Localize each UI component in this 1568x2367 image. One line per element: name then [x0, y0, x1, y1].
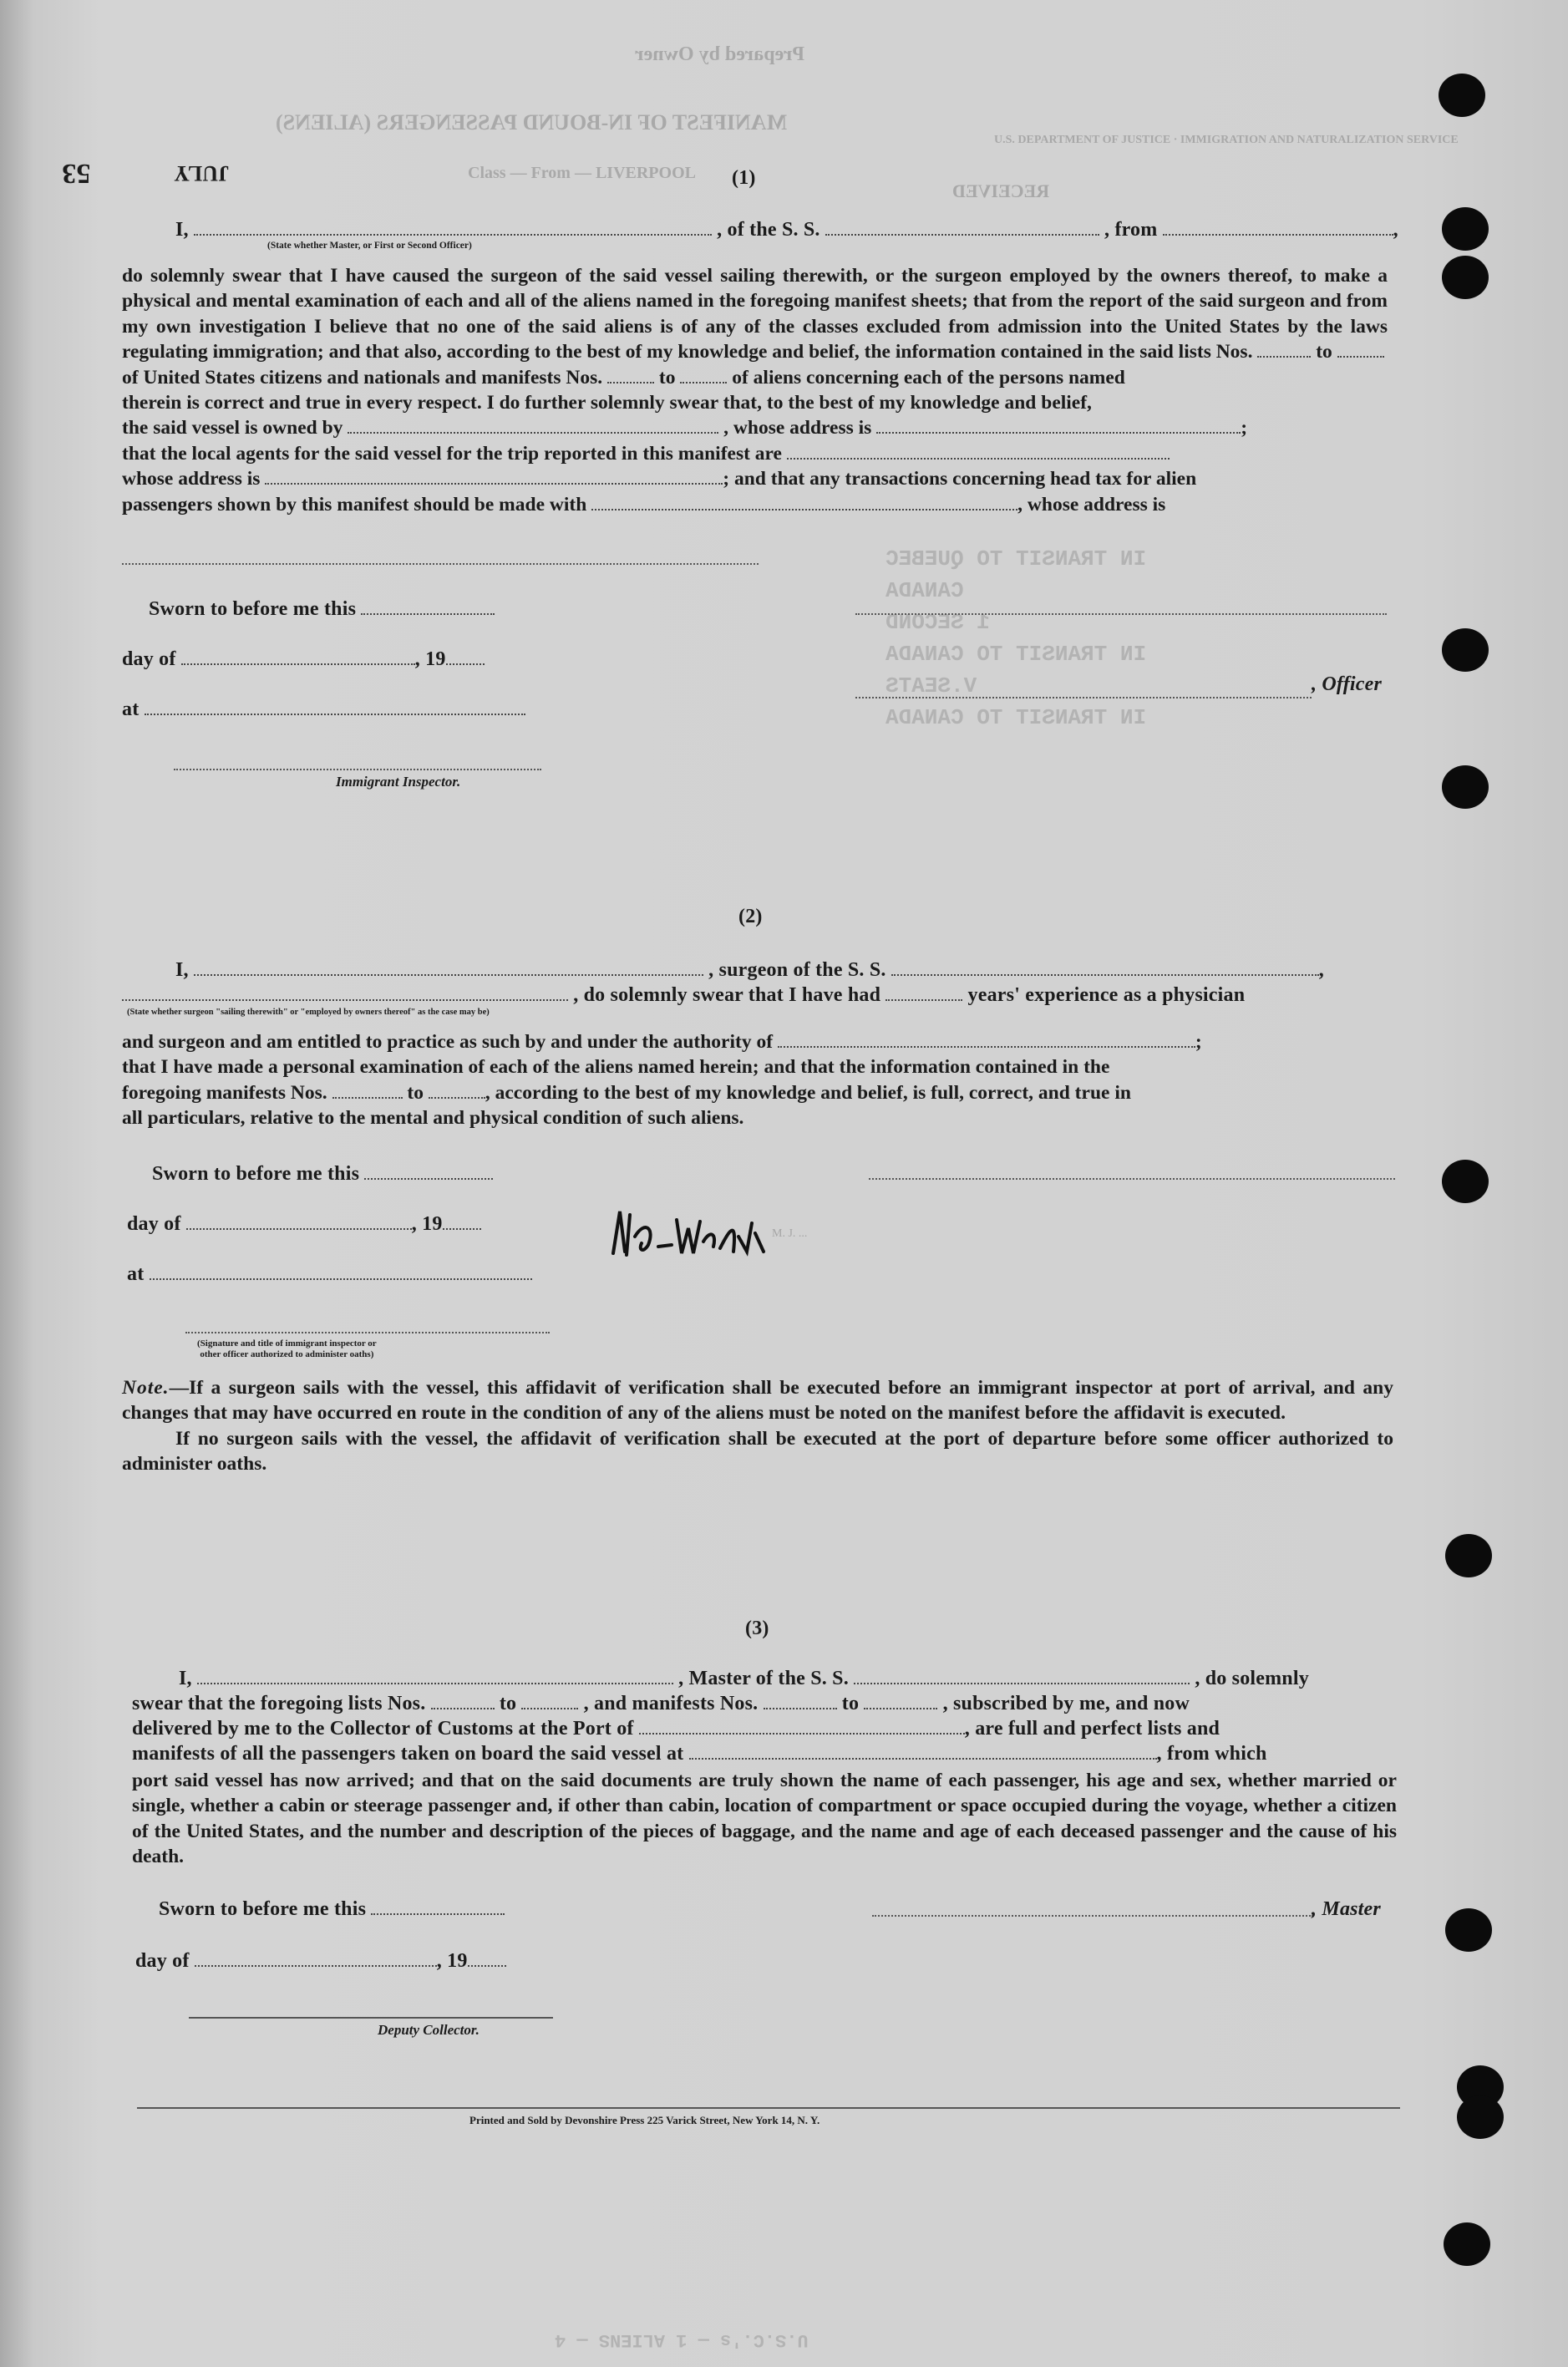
s3-deputy-line — [189, 2017, 553, 2019]
s1-manifest-to-blank[interactable] — [680, 367, 727, 383]
punch-hole — [1445, 1908, 1492, 1952]
s1-officer-sig-line — [855, 613, 1387, 615]
s1-at: at — [122, 698, 525, 721]
s1-day-blank[interactable] — [181, 648, 415, 665]
s2-line2: , do solemnly swear that I have had years' experience as a physician — [122, 984, 1245, 1007]
s1-line1: I, , of the S. S. , from , — [175, 219, 1398, 241]
s3-line4: manifests of all the passengers taken on board the said vessel at , from which — [132, 1743, 1267, 1765]
s3-paragraph: port said vessel has now arrived; and that on the said documents are truly shown the name of each passenger, his age and sex, whether married or single, whether a cabin or steerage passenger and, if other than cabin, location of compartment or space occupied during the voyage, whether a citizen of the United States, and the number and description of the pieces of baggage, and the name and age of each deceased passenger and the cause of his death. — [132, 1770, 1397, 1868]
s1-sworn: Sworn to before me this — [149, 598, 495, 621]
s3-boarded-at-blank[interactable] — [689, 1743, 1157, 1760]
s3-name-blank[interactable] — [197, 1668, 673, 1684]
punch-hole — [1457, 2095, 1504, 2139]
note-label: Note. — [122, 1377, 170, 1399]
s1-inspector-label: Immigrant Inspector. — [336, 774, 461, 790]
s1-day-of: day of , 19 — [122, 648, 485, 671]
punch-hole — [1442, 207, 1489, 251]
s1-lists-to-blank[interactable] — [1337, 341, 1384, 358]
s3-day-of: day of , 19 — [135, 1950, 506, 1973]
s1-inspector-line — [174, 769, 541, 770]
s1-headtax-blank[interactable] — [591, 494, 1017, 510]
s1-year-blank[interactable] — [446, 648, 485, 665]
s2-manifest-from-blank[interactable] — [332, 1082, 403, 1099]
s1-paragraph: do solemnly swear that I have caused the surgeon of the said vessel sailing therewith, or the surgeon employed by the owners thereof, to make a physical and mental examination of each and all of the aliens named in the foregoing manifest sheets; that from the report of the said surgeon and from my own investigation I believe that no one of the said aliens is of any of the classes excluded from admission into the United States by the laws regulating immigration; and that also, according to the best of my knowledge and belief, the information contained in the said lists Nos. to of United States citizens and nationals and manifests Nos. to of aliens concerning each of the persons named therein is correct and true in every respect. I do further solemnly swear that, to the best of my knowledge and belief, the said vessel is owned by , whose address is ; that the local agents for the said vessel for the trip reported in this manifest are whose address is ; and that any transactions concerning head tax for alien passengers shown by this manifest should be made with , whose address is — [122, 265, 1388, 516]
s3-day-blank[interactable] — [195, 1950, 437, 1967]
s2-at-blank[interactable] — [150, 1263, 532, 1280]
month-stamp: JULY — [174, 161, 230, 185]
faint-stamp-block: IN TRANSIT TO QUEBEC CANADA 1 SECOND IN TRANSIT TO CANADA V.SEATS IN TRANSIT TO CANADA — [885, 546, 1147, 730]
s3-lists-from-blank[interactable] — [431, 1693, 495, 1709]
s3-vessel-blank[interactable] — [854, 1668, 1190, 1684]
s3-line1: I, , Master of the S. S. , do solemnly — [179, 1668, 1309, 1689]
s2-years-blank[interactable] — [885, 984, 962, 1001]
punch-hole — [1439, 74, 1485, 117]
faint-right-header: U.S. DEPARTMENT OF JUSTICE · IMMIGRATION AND NATURALIZATION SERVICE — [994, 134, 1459, 146]
faint-title: Prepared by Owner — [635, 43, 805, 65]
s2-vessel-blank[interactable] — [891, 959, 1319, 976]
s3-line2: swear that the foregoing lists Nos. to , and manifests Nos. to , subscribed by me, and now — [132, 1693, 1190, 1714]
punch-hole — [1444, 2222, 1490, 2266]
s1-agents-blank[interactable] — [787, 443, 1170, 460]
s1-officer-label: , Officer — [1312, 673, 1382, 695]
stamp-right: RECEIVED — [952, 180, 1050, 201]
s2-name-blank[interactable] — [194, 959, 703, 976]
printer-line: Printed and Sold by Devonshire Press 225 Varick Street, New York 14, N. Y. — [469, 2114, 820, 2126]
s3-master-line — [872, 1915, 1313, 1917]
s2-note: Note.—If a surgeon sails with the vessel, this affidavit of verification shall be executed before an immigrant inspector at port of arrival, and any changes that may have occurred en route in the condition of any of the aliens must be noted on the manifest before the affidavit is executed. If no surgeon sails with the vessel, the affidavit of verification shall be executed at the port of departure before some officer authorized to administer oaths. — [122, 1377, 1393, 1476]
section-3-number: (3) — [745, 1618, 769, 1639]
s2-sig-note: (Signature and title of immigrant inspector or other officer authorized to administer oaths) — [197, 1338, 377, 1359]
s1-vessel-blank[interactable] — [825, 219, 1099, 236]
s3-sworn: Sworn to before me this — [159, 1898, 505, 1921]
s2-line2-note: (State whether surgeon "sailing therewith" or "employed by owners thereof" as the case may be) — [127, 1008, 490, 1017]
s2-day-of: day of , 19 — [127, 1213, 481, 1236]
s3-manifest-from-blank[interactable] — [764, 1693, 837, 1709]
punch-hole — [1442, 256, 1489, 299]
s1-name-blank[interactable] — [194, 219, 712, 236]
punch-hole — [1442, 765, 1489, 809]
s1-extra-line — [122, 563, 759, 565]
s2-year-blank[interactable] — [443, 1213, 481, 1230]
s2-line1: I, , surgeon of the S. S. , — [175, 959, 1324, 981]
handwritten-signature — [605, 1203, 889, 1270]
s2-at: at — [127, 1263, 532, 1286]
s2-paragraph: and surgeon and am entitled to practice as such by and under the authority of ; that I have made a personal examination of each of the aliens named herein; and that the information contained in the foregoing manifests Nos. to , according to the best of my knowledge and belief, is full, correct, and true in all particulars, relative to the mental and physical condition of such aliens. — [122, 1031, 1202, 1130]
s1-line1-note: (State whether Master, or First or Second Officer) — [267, 241, 472, 251]
faint-manifest-title: MANIFEST OF IN-BOUND PASSENGERS (ALIENS) — [276, 110, 788, 135]
s2-sig-line — [869, 1178, 1395, 1180]
section-2-number: (2) — [738, 906, 763, 927]
faint-bottom-stamp: U.S.C.'s — 1 ALIENS — 4 — [555, 2329, 809, 2350]
s3-line3: delivered by me to the Collector of Customs at the Port of , are full and perfect lists and — [132, 1718, 1220, 1740]
s2-authority-blank[interactable] — [778, 1031, 1195, 1048]
s2-inspector-line — [185, 1332, 550, 1333]
section-1-number: (1) — [732, 167, 756, 189]
s2-status-blank[interactable] — [122, 984, 568, 1001]
s1-at-blank[interactable] — [145, 698, 525, 715]
s3-deputy-label: Deputy Collector. — [378, 2022, 480, 2038]
s2-sworn-blank[interactable] — [364, 1163, 493, 1180]
s2-sworn: Sworn to before me this — [152, 1163, 493, 1186]
punch-hole — [1442, 628, 1489, 672]
header-small: Class — From — LIVERPOOL — [468, 164, 696, 182]
s2-manifest-to-blank[interactable] — [429, 1082, 485, 1099]
s3-port-blank[interactable] — [639, 1718, 965, 1735]
s1-agents-address-blank[interactable] — [265, 468, 723, 485]
s1-sworn-blank[interactable] — [361, 598, 495, 615]
punch-hole — [1442, 1160, 1489, 1203]
s3-lists-to-blank[interactable] — [521, 1693, 578, 1709]
s3-manifest-to-blank[interactable] — [864, 1693, 937, 1709]
s1-officer-line — [855, 697, 1312, 698]
punch-hole — [1445, 1534, 1492, 1577]
s1-owner-address-blank[interactable] — [876, 417, 1241, 434]
signature-text: M. J. ... — [772, 1227, 808, 1240]
s1-owner-blank[interactable] — [348, 417, 718, 434]
s3-master-label: , Master — [1312, 1898, 1381, 1920]
s3-year-blank[interactable] — [468, 1950, 506, 1967]
s2-day-blank[interactable] — [186, 1213, 412, 1230]
s1-lists-from-blank[interactable] — [1257, 341, 1311, 358]
footer-rule — [137, 2107, 1400, 2109]
s1-manifest-from-blank[interactable] — [607, 367, 654, 383]
page-number: 53 — [62, 158, 91, 189]
s3-sworn-blank[interactable] — [371, 1898, 505, 1915]
s1-from-blank[interactable] — [1163, 219, 1393, 236]
